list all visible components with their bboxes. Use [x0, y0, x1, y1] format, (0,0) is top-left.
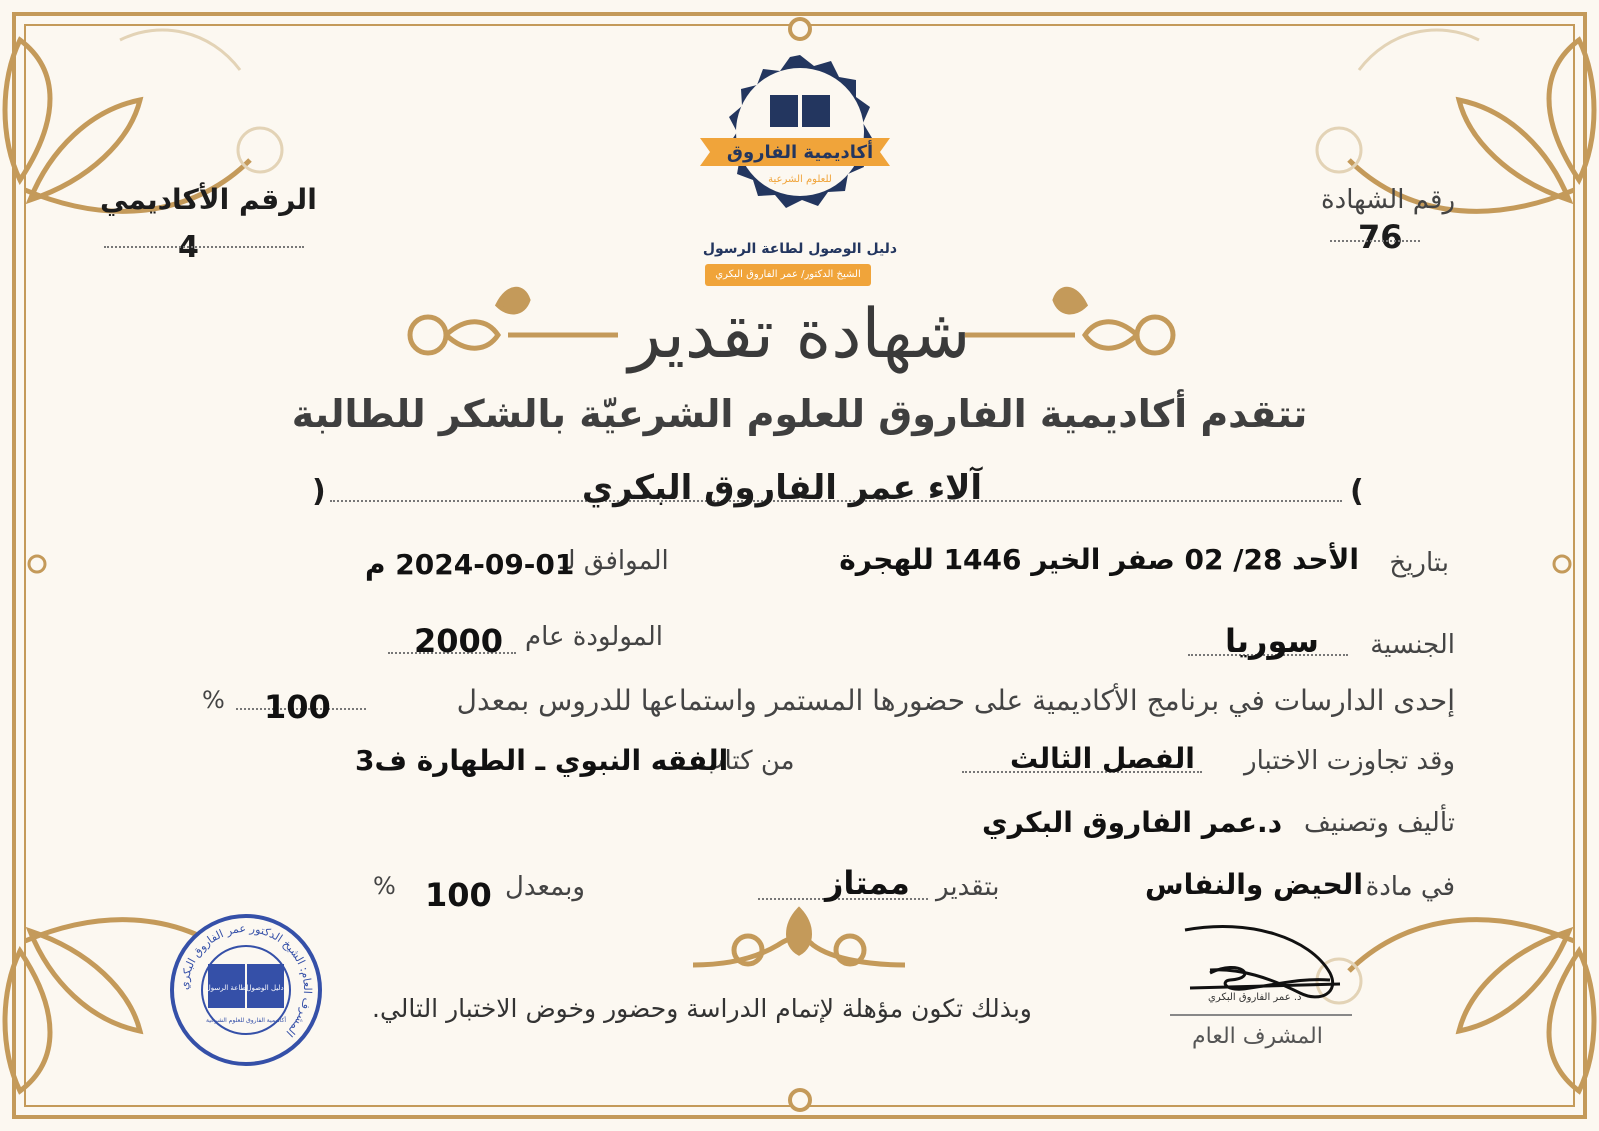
avg-label: وبمعدل — [505, 872, 585, 902]
stamp-bottom-text: أكاديمية الفاروق للعلوم الشرعية — [206, 1017, 286, 1024]
certificate-number: 76 — [1358, 218, 1403, 256]
name-paren-open: ( — [1350, 474, 1364, 509]
supervisor-label: المشرف العام — [1192, 1024, 1323, 1049]
logo-tagline: دليل الوصول لطاعة الرسول — [702, 241, 898, 257]
logo-title: أكاديمية الفاروق — [726, 142, 874, 163]
nationality-label: الجنسية — [1370, 630, 1455, 660]
birth-label: المولودة عام — [525, 622, 663, 652]
certificate-title: شهادة تقدير — [628, 295, 971, 374]
author-label: تأليف وتصنيف — [1303, 808, 1455, 838]
gregorian-date: 2024-09-01 م — [365, 548, 575, 581]
date-label: بتاريخ — [1389, 548, 1449, 578]
attendance-percent: % — [202, 686, 225, 714]
exam-label: وقد تجاوزت الاختبار — [1244, 746, 1455, 776]
right-ring-ornament — [1549, 551, 1575, 577]
corner-ornament-top-left — [0, 0, 330, 260]
left-ring-ornament — [24, 551, 50, 577]
book-title: الفقه النبوي ـ الطهارة ف3 — [355, 744, 729, 777]
birth-year: 2000 — [414, 622, 504, 660]
academic-number-label: الرقم الأكاديمي — [100, 183, 317, 216]
stamp-ring-text: المشرف العام: الشيخ الدكتور عمر الفاروق البكري — [177, 921, 315, 1040]
subject-label: في مادة — [1365, 872, 1455, 902]
top-ring-ornament — [785, 14, 815, 44]
grade-value: ممتاز — [825, 864, 910, 902]
logo-subtitle: للعلوم الشرعية — [768, 174, 832, 185]
avg-percent: % — [373, 872, 396, 900]
grade-label: بتقدير — [936, 872, 1000, 902]
attendance-value: 100 — [264, 688, 331, 726]
corner-ornament-top-right — [1269, 0, 1599, 260]
logo-sheikh-banner: الشيخ الدكتور/ عمر الفاروق البكري — [705, 264, 871, 286]
certificate-subtitle: تتقدم أكاديمية الفاروق للعلوم الشرعيّة بالشكر للطالبة — [291, 392, 1308, 436]
subject-value: الحيض والنفاس — [1145, 868, 1363, 901]
signature-name: د. عمر الفاروق البكري — [1208, 992, 1302, 1003]
academic-number: 4 — [178, 230, 199, 265]
stamp-left-text: لطاعة الرسول — [205, 984, 249, 992]
student-name: آلاء عمر الفاروق البكري — [581, 468, 983, 508]
academic-number-dots — [104, 246, 304, 248]
certificate-number-label: رقم الشهادة — [1321, 185, 1455, 215]
closing-text: وبذلك تكون مؤهلة لإتمام الدراسة وحضور وخوض الاختبار التالي. — [372, 994, 1032, 1023]
official-stamp — [168, 912, 324, 1068]
exam-value: الفصل الثالث — [1010, 742, 1195, 775]
name-paren-close: ) — [312, 474, 326, 509]
stamp-right-text: دليل الوصول — [246, 984, 284, 992]
author-value: د.عمر الفاروق البكري — [982, 806, 1283, 839]
bottom-flourish — [683, 905, 915, 983]
attendance-text: إحدى الدارسات في برنامج الأكاديمية على حضورها المستمر واستماعها للدروس بمعدل — [456, 684, 1455, 717]
gregorian-label: الموافق لـ — [560, 546, 669, 576]
academy-logo-badge — [690, 50, 910, 250]
book-label: من كتاب — [700, 746, 795, 776]
hijri-date: الأحد 28/ 02 صفر الخير 1446 للهجرة — [839, 543, 1359, 576]
avg-value: 100 — [425, 876, 492, 914]
nationality-value: سوريا — [1225, 622, 1319, 660]
certificate-number-dots — [1330, 240, 1420, 242]
signature-line — [1170, 1014, 1352, 1016]
bottom-ring-ornament — [785, 1085, 815, 1115]
